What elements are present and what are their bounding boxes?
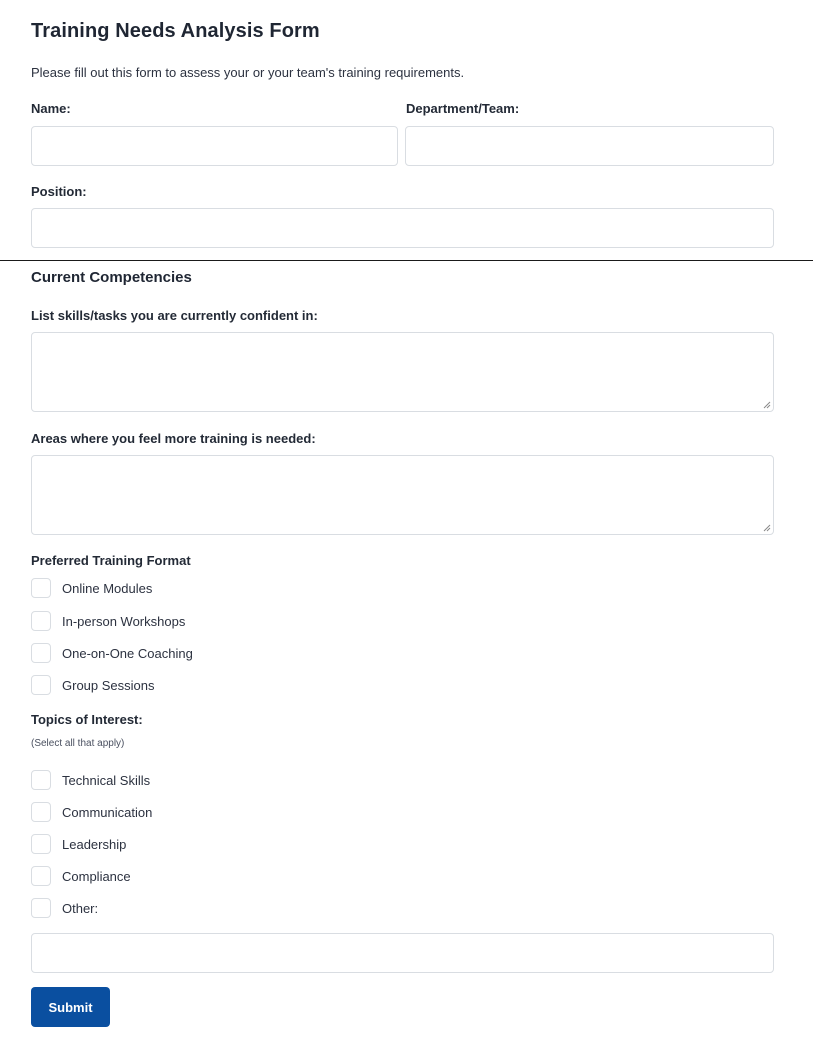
format-option-group-sessions[interactable]: [31, 675, 155, 695]
checkbox[interactable]: [31, 770, 51, 790]
format-option-one-on-one-coaching[interactable]: [31, 643, 193, 663]
checkbox[interactable]: [31, 802, 51, 822]
name-input[interactable]: [31, 126, 398, 166]
topic-option-other[interactable]: [31, 898, 98, 918]
format-option-in-person-workshops[interactable]: [31, 611, 185, 631]
form-intro: Please fill out this form to assess your or your team's training requirements.: [31, 65, 465, 80]
checkbox[interactable]: [31, 675, 51, 695]
confident-skills-label: List skills/tasks you are currently confident in:: [31, 308, 318, 323]
format-option-online-modules[interactable]: [31, 578, 152, 598]
name-label: Name:: [31, 101, 71, 116]
checkbox-label: Leadership: [62, 836, 127, 852]
other-topic-input[interactable]: [31, 933, 774, 973]
checkbox[interactable]: [31, 611, 51, 631]
training-needed-textarea[interactable]: [31, 455, 774, 535]
competencies-heading: Current Competencies: [31, 269, 192, 286]
topics-hint: (Select all that apply): [31, 738, 125, 749]
topic-option-technical-skills[interactable]: [31, 770, 150, 790]
checkbox-label: Communication: [62, 804, 153, 820]
submit-button[interactable]: Submit: [31, 987, 110, 1027]
training-format-heading: Preferred Training Format: [31, 553, 191, 568]
checkbox[interactable]: [31, 578, 51, 598]
checkbox-label: In-person Workshops: [62, 613, 186, 629]
checkbox[interactable]: [31, 898, 51, 918]
training-needed-label: Areas where you feel more training is needed:: [31, 431, 316, 446]
checkbox-label: Technical Skills: [62, 772, 151, 788]
department-label: Department/Team:: [406, 101, 520, 116]
topic-option-communication[interactable]: [31, 802, 152, 822]
checkbox[interactable]: [31, 866, 51, 886]
confident-skills-wrapper: [31, 332, 774, 412]
topic-option-leadership[interactable]: [31, 834, 126, 854]
department-input[interactable]: [405, 126, 774, 166]
topic-option-compliance[interactable]: [31, 866, 131, 886]
resize-grip-icon[interactable]: [763, 524, 771, 532]
checkbox[interactable]: [31, 834, 51, 854]
checkbox[interactable]: [31, 643, 51, 663]
resize-grip-icon[interactable]: [763, 401, 771, 409]
confident-skills-textarea[interactable]: [31, 332, 774, 412]
position-label: Position:: [31, 184, 87, 199]
checkbox-label: Online Modules: [62, 580, 153, 596]
section-divider: [0, 260, 813, 261]
checkbox-label: Compliance: [62, 868, 131, 884]
topics-heading: Topics of Interest:: [31, 712, 143, 727]
training-needed-wrapper: [31, 455, 774, 535]
checkbox-label: Other:: [62, 900, 99, 916]
form-title: Training Needs Analysis Form: [31, 20, 320, 42]
checkbox-label: Group Sessions: [62, 677, 155, 693]
checkbox-label: One-on-One Coaching: [62, 645, 193, 661]
position-input[interactable]: [31, 208, 774, 248]
